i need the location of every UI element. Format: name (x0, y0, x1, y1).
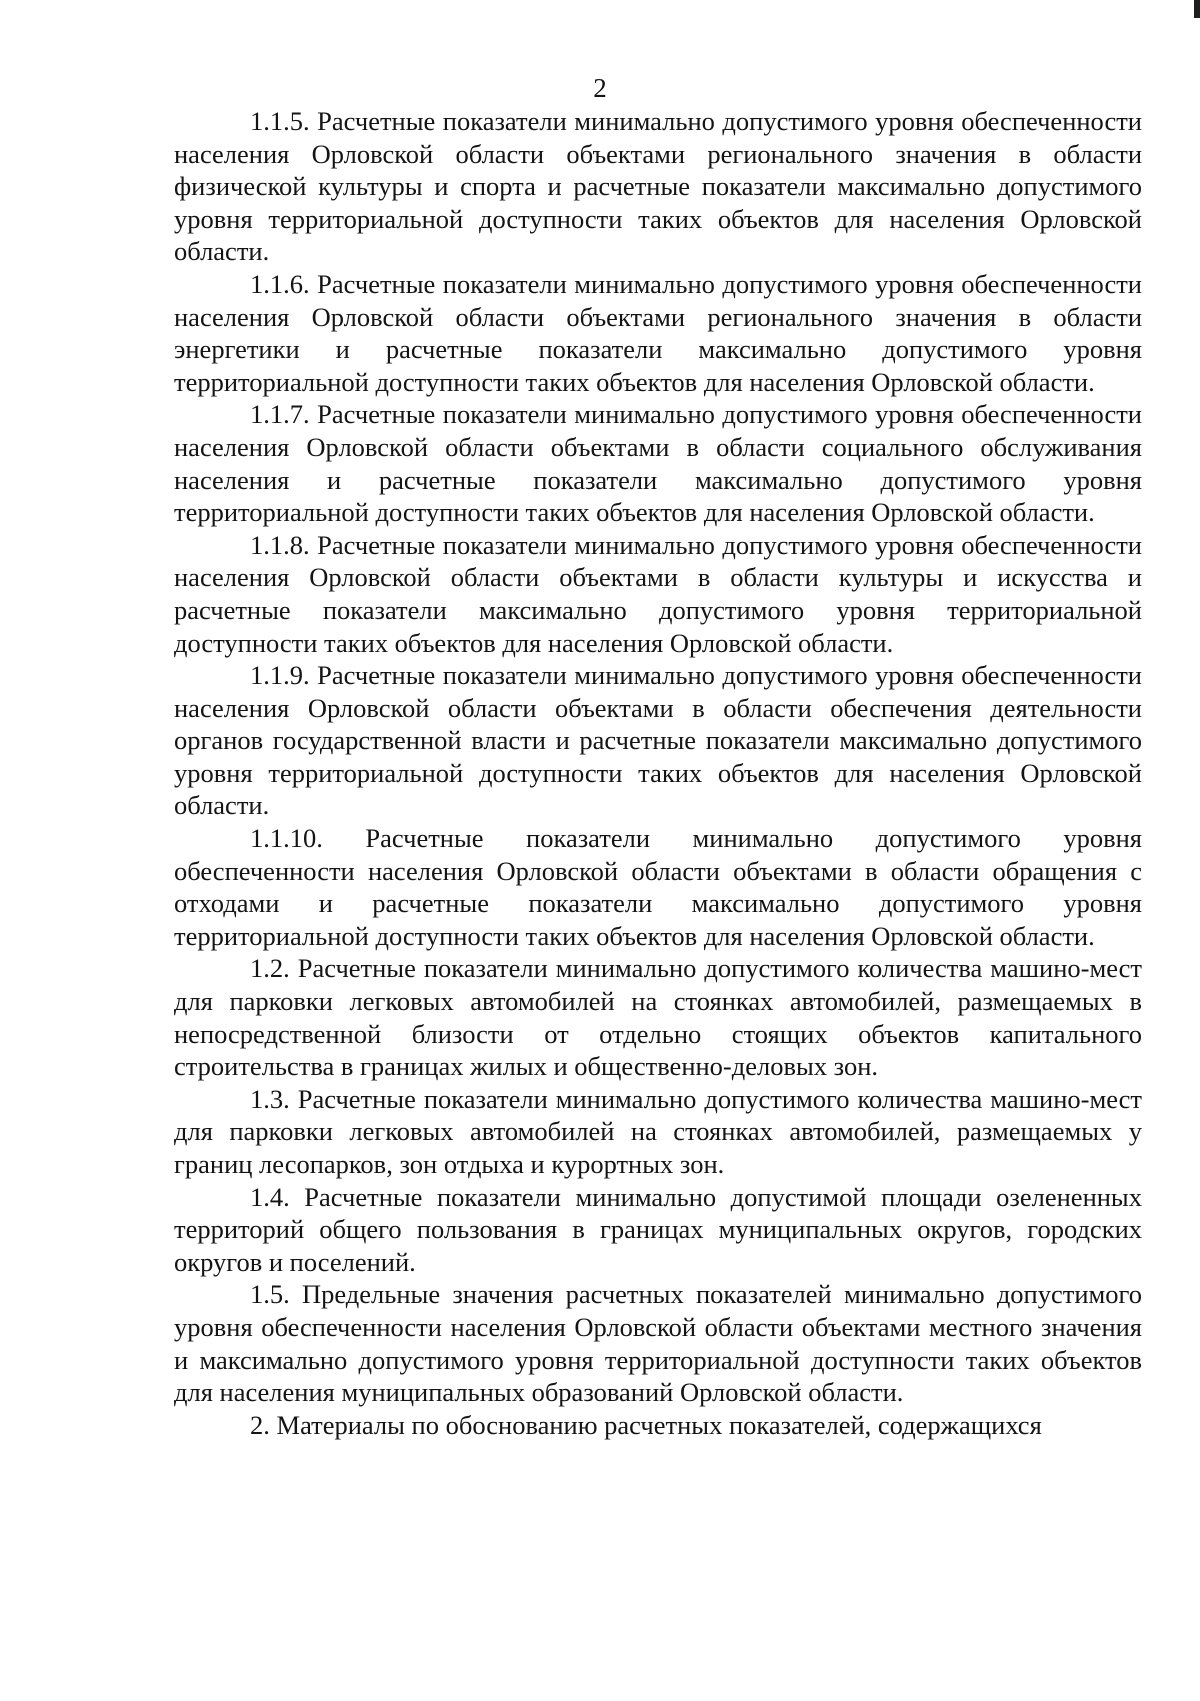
paragraph-1-2: 1.2. Расчетные показатели минимально допустимого количества машино-мест для парковки легковых автомобилей на стоянках автомобилей, размещаемых в непосредственной близости от отдельно стоящих объектов капитального строительства в границах жилых и общественно-деловых зон. (174, 953, 1142, 1082)
paragraph-1-4: 1.4. Расчетные показатели минимально допустимой площади озелененных территорий общего пользования в границах муниципальных округов, городских округов и поселений. (174, 1181, 1142, 1277)
paragraph-1-1-7: 1.1.7. Расчетные показатели минимально допустимого уровня обеспеченности населения Орловской области объектами в области социального обслуживания населения и расчетные показатели максимально допустимого уровня территориальной доступности таких объектов для населения Орловской области. (174, 399, 1142, 528)
paragraph-1-1-10: 1.1.10. Расчетные показатели минимально допустимого уровня обеспеченности населения Орловской области объектами в области обращения с отходами и расчетные показатели максимально допустимого уровня территориальной доступности таких объектов для населения Орловской области. (174, 823, 1142, 951)
paragraph-2: 2. Материалы по обоснованию расчетных показателей, содержащихся (250, 1409, 1042, 1440)
document-body (174, 105, 1142, 1441)
paragraph-1-1-5: 1.1.5. Расчетные показатели минимально допустимого уровня обеспеченности населения Орловской области объектами регионального значения в области физической культуры и спорта и расчетные показатели максимально допустимого уровня территориальной доступности таких объектов для населения Орловской области. (174, 106, 1142, 267)
paragraph-1-1-6: 1.1.6. Расчетные показатели минимально допустимого уровня обеспеченности населения Орловской области объектами регионального значения в области энергетики и расчетные показатели максимально допустимого уровня территориальной доступности таких объектов для населения Орловской области. (174, 268, 1142, 397)
page-number: 2 (593, 73, 607, 103)
scan-edge-mark (1194, 0, 1200, 18)
paragraph-1-1-9: 1.1.9. Расчетные показатели минимально допустимого уровня обеспеченности населения Орловской области объектами в области обеспечения деятельности органов государственной власти и расчетные показатели максимально допустимого уровня территориальной доступности таких объектов для населения Орловской области. (174, 660, 1142, 821)
paragraph-1-1-8: 1.1.8. Расчетные показатели минимально допустимого уровня обеспеченности населения Орловской области объектами в области культуры и искусства и расчетные показатели максимально допустимого уровня территориальной доступности таких объектов для населения Орловской области. (174, 529, 1142, 658)
paragraph-1-5: 1.5. Предельные значения расчетных показателей минимально допустимого уровня обеспеченности населения Орловской области объектами местного значения и максимально допустимого уровня территориальной доступности таких объектов для населения муниципальных образований Орловской области. (174, 1279, 1142, 1408)
paragraph-1-3: 1.3. Расчетные показатели минимально допустимого количества машино-мест для парковки легковых автомобилей на стоянках автомобилей, размещаемых у границ лесопарков, зон отдыха и курортных зон. (174, 1083, 1142, 1179)
